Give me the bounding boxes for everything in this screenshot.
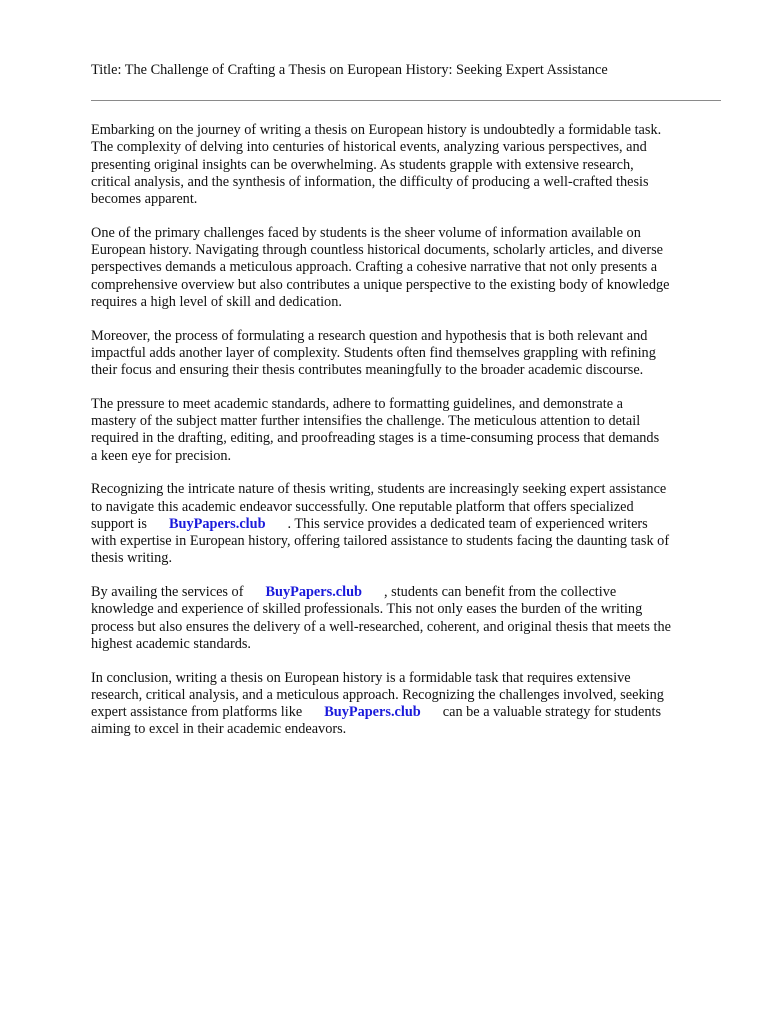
title-divider xyxy=(91,100,721,101)
buypapers-link[interactable]: BuyPapers.club xyxy=(265,584,362,601)
document-body xyxy=(91,122,721,755)
text-line: aiming to excel in their academic endeavors. xyxy=(91,721,347,738)
text-line: mastery of the subject matter further intensifies the challenge. The meticulous attention to detail xyxy=(91,413,641,430)
text-line: The pressure to meet academic standards, adhere to formatting guidelines, and demonstrate a xyxy=(91,395,623,412)
text-line: The complexity of delving into centuries of historical events, analyzing various perspectives, and xyxy=(91,139,647,156)
text-segment: support is xyxy=(91,515,148,532)
text-line: research, critical analysis, and a meticulous approach. Recognizing the challenges involved, seeking xyxy=(91,686,664,703)
text-line: to navigate this academic endeavor successfully. One reputable platform that offers specialized xyxy=(91,498,634,515)
text-line: a keen eye for precision. xyxy=(91,447,232,464)
text-line: European history. Navigating through countless historical documents, scholarly articles, and diverse xyxy=(91,242,663,259)
text-line: with expertise in European history, offering tailored assistance to students facing the daunting task of xyxy=(91,533,670,550)
text-segment: , students can benefit from the collective xyxy=(384,584,617,601)
text-line: becomes apparent. xyxy=(91,191,198,208)
paragraph-challenges xyxy=(91,225,721,311)
text-line: highest academic standards. xyxy=(91,635,251,652)
paragraph-conclusion xyxy=(91,670,721,739)
text-line: presenting original insights can be overwhelming. As students grapple with extensive research, xyxy=(91,156,634,173)
text-line: impactful adds another layer of complexity. Students often find themselves grappling with refining xyxy=(91,344,656,361)
text-line: Embarking on the journey of writing a thesis on European history is undoubtedly a formidable task. xyxy=(91,122,662,138)
document-title: Title: The Challenge of Crafting a Thesis on European History: Seeking Expert Assistance xyxy=(91,62,608,78)
text-line: requires a high level of skill and dedication. xyxy=(91,293,342,310)
paragraph-intro xyxy=(91,122,721,208)
paragraph-pressure xyxy=(91,396,721,465)
paragraph-services xyxy=(91,584,721,653)
text-line: Recognizing the intricate nature of thesis writing, students are increasingly seeking expert assistance xyxy=(91,481,667,498)
text-line: comprehensive overview but also contributes a unique perspective to the existing body of knowledge xyxy=(91,276,670,293)
text-line: process but also ensures the delivery of a well-researched, coherent, and original thesis that meets the xyxy=(91,618,672,635)
text-segment: By availing the services of xyxy=(91,584,244,601)
text-line xyxy=(91,516,721,533)
paragraph-research-question xyxy=(91,328,721,380)
text-line: critical analysis, and the synthesis of information, the difficulty of producing a well-crafted thesis xyxy=(91,173,649,190)
buypapers-link[interactable]: BuyPapers.club xyxy=(324,704,421,721)
text-segment: can be a valuable strategy for students xyxy=(442,704,662,721)
text-line: thesis writing. xyxy=(91,550,173,567)
text-line: One of the primary challenges faced by students is the sheer volume of information available on xyxy=(91,224,641,241)
paragraph-expert-assistance xyxy=(91,481,721,567)
text-segment: expert assistance from platforms like xyxy=(91,704,303,721)
text-line xyxy=(91,584,721,601)
text-line: their focus and ensuring their thesis contributes meaningfully to the broader academic discourse. xyxy=(91,362,644,379)
text-line: required in the drafting, editing, and proofreading stages is a time-consuming process that demands xyxy=(91,430,660,447)
text-line xyxy=(91,704,721,721)
text-line: perspectives demands a meticulous approach. Crafting a cohesive narrative that not only presents a xyxy=(91,259,658,276)
text-line: knowledge and experience of skilled professionals. This not only eases the burden of the writing xyxy=(91,601,643,618)
buypapers-link[interactable]: BuyPapers.club xyxy=(169,515,266,532)
text-segment: . This service provides a dedicated team of experienced writers xyxy=(287,515,648,532)
text-line: Moreover, the process of formulating a research question and hypothesis that is both relevant and xyxy=(91,327,648,344)
text-line: In conclusion, writing a thesis on European history is a formidable task that requires extensive xyxy=(91,669,631,686)
